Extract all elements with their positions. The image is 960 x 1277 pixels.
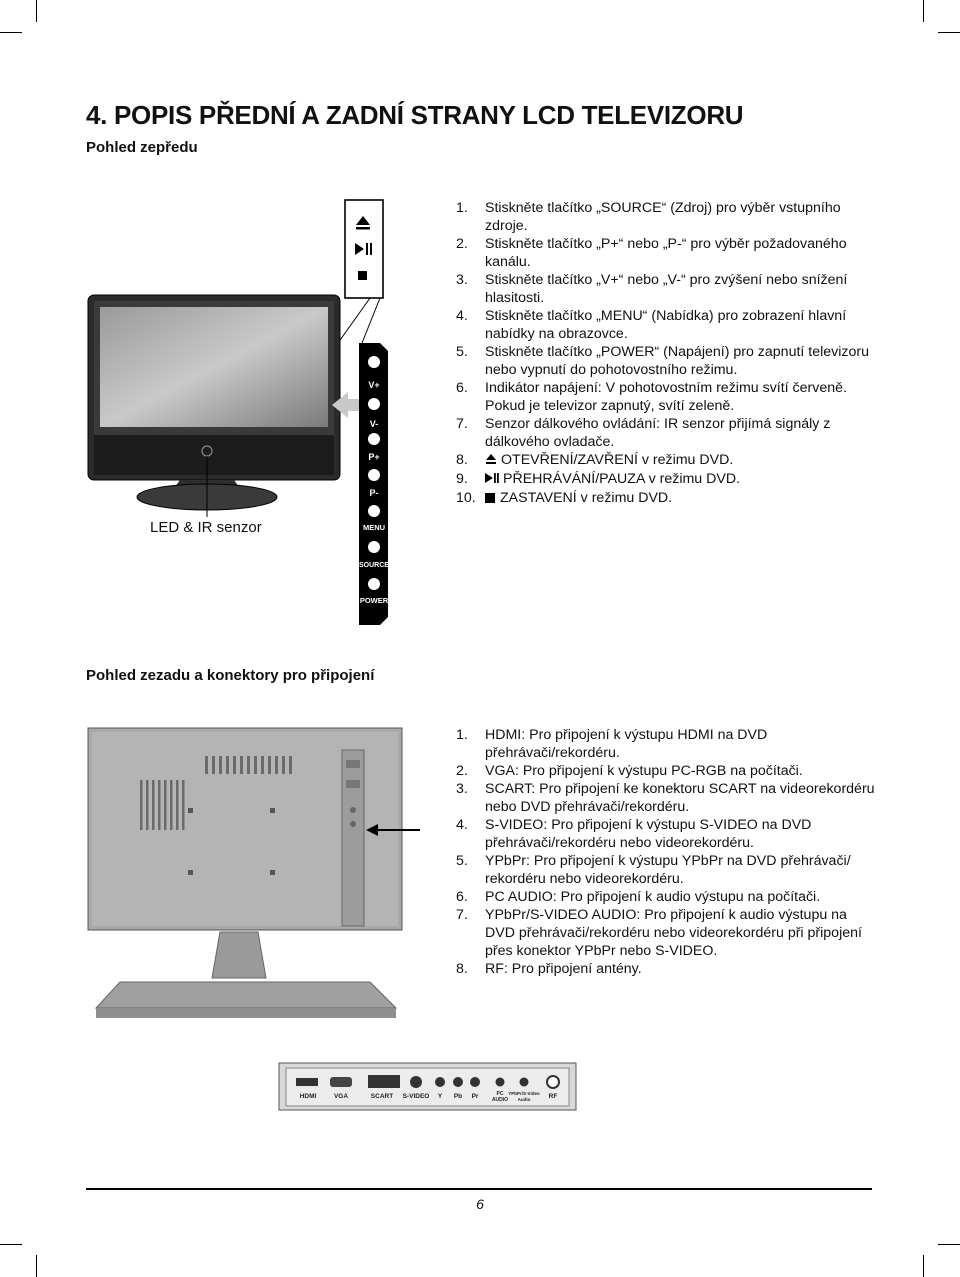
list-item-number: 2. [456,236,468,252]
connector-label: Y [437,1093,443,1100]
connector-strip [278,1062,578,1112]
list-item-text: Stiskněte tlačítko „V+“ nebo „V-“ pro zvýšení nebo snížení hlasitosti. [485,272,848,306]
front-view-heading: Pohled zepředu [86,139,198,156]
list-item [456,906,876,960]
connector-label: AUDIO [491,1097,509,1103]
list-item [456,343,876,379]
play-pause-icon [485,471,499,489]
connector-label: Audio [517,1097,531,1102]
crop-mark [0,1244,22,1245]
list-item [456,451,876,470]
stop-icon [485,490,496,508]
list-item-text: Senzor dálkového ovládání: IR senzor přijímá signály z dálkového ovladače. [485,416,831,450]
list-item-number: 3. [456,272,468,288]
connector-label: VGA [333,1093,349,1100]
list-item [456,489,876,508]
connector-label: HDMI [299,1093,317,1100]
list-item [456,780,876,816]
svg-text:V-: V- [369,419,379,429]
tv-rear-illustration [80,720,420,1040]
list-item-number: 4. [456,817,468,833]
connector-label: YPbPr/S-Video [508,1091,540,1096]
list-item-number: 1. [456,200,468,216]
connector-label: PC [496,1091,504,1097]
connector-label: SCART [370,1093,394,1100]
list-item-number: 6. [456,889,468,905]
connector-label: RF [548,1093,558,1100]
list-item-text: Stiskněte tlačítko „P+“ nebo „P-“ pro výběr požadovaného kanálu. [485,236,847,270]
list-item-text: HDMI: Pro připojení k výstupu HDMI na DVD přehrávači/rekordéru. [485,727,768,761]
front-controls-list [456,199,876,508]
list-item [456,762,876,780]
list-item-number: 1. [456,727,468,743]
footer-rule [86,1188,872,1190]
list-item [456,235,876,271]
connector-label: Pb [453,1093,463,1100]
tv-front-illustration [80,185,420,630]
list-item-number: 5. [456,853,468,869]
svg-text:P+: P+ [368,452,380,462]
list-item-number: 10. [456,490,476,506]
list-item [456,307,876,343]
svg-text:P-: P- [369,488,379,498]
list-item-text: Indikátor napájení: V pohotovostním režimu svítí červeně. Pokud je televizor zapnutý, svítí zeleně. [485,380,847,414]
list-item-number: 6. [456,380,468,396]
page-number: 6 [476,1196,484,1212]
list-item-text: Stiskněte tlačítko „POWER“ (Napájení) pro zapnutí televizoru nebo vypnutí do pohotovostního režimu. [485,344,870,378]
list-item-text: Stiskněte tlačítko „SOURCE“ (Zdroj) pro výběr vstupního zdroje. [485,200,841,234]
svg-text:POWER: POWER [359,596,389,605]
connector-label: Pr [471,1093,479,1100]
stop-icon [358,271,367,280]
svg-text:MENU: MENU [362,523,386,532]
list-item-number: 7. [456,907,468,923]
led-ir-sensor-label: LED & IR senzor [150,519,262,536]
crop-mark [938,1244,960,1245]
list-item-text: YPbPr: Pro připojení k výstupu YPbPr na DVD přehrávači/ rekordéru nebo videorekordéru. [485,853,851,887]
list-item-text: Stiskněte tlačítko „MENU“ (Nabídka) pro zobrazení hlavní nabídky na obrazovce. [485,308,847,342]
svg-text:SOURCE: SOURCE [359,562,389,569]
list-item-text: VGA: Pro připojení k výstupu PC-RGB na počítači. [485,763,803,779]
crop-mark [938,32,960,33]
list-item-text: PC AUDIO: Pro připojení k audio výstupu na počítači. [485,889,821,905]
list-item [456,852,876,888]
crop-mark [923,1255,924,1277]
list-item-text: OTEVŘENÍ/ZAVŘENÍ v režimu DVD. [501,452,734,468]
list-item-number: 8. [456,452,468,468]
list-item-number: 2. [456,763,468,779]
list-item [456,271,876,307]
crop-mark [923,0,924,22]
list-item-number: 4. [456,308,468,324]
connector-label: S-VIDEO [402,1093,430,1100]
crop-mark [36,1255,37,1277]
list-item [456,816,876,852]
list-item-text: YPbPr/S-VIDEO AUDIO: Pro připojení k audio výstupu na DVD přehrávači/rekordéru nebo videorekordéru při připojení přes konektor YPbPr nebo S-VIDEO. [485,907,862,959]
list-item [456,888,876,906]
svg-text:V+: V+ [368,380,380,390]
page-title: 4. POPIS PŘEDNÍ A ZADNÍ STRANY LCD TELEVIZORU [86,100,744,130]
crop-mark [36,0,37,22]
eject-icon [485,452,497,470]
list-item [456,199,876,235]
rear-connectors-list [456,726,876,978]
list-item-text: RF: Pro připojení antény. [485,961,642,977]
list-item-number: 5. [456,344,468,360]
list-item-number: 7. [456,416,468,432]
list-item-number: 3. [456,781,468,797]
list-item-number: 9. [456,471,468,487]
list-item-text: PŘEHRÁVÁNÍ/PAUZA v režimu DVD. [503,471,741,487]
list-item-text: ZASTAVENÍ v režimu DVD. [500,490,673,506]
list-item [456,415,876,451]
list-item-number: 8. [456,961,468,977]
list-item [456,470,876,489]
rear-view-heading: Pohled zezadu a konektory pro připojení [86,667,375,684]
list-item-text: S-VIDEO: Pro připojení k výstupu S-VIDEO na DVD přehrávači/rekordéru nebo videorekordéru. [485,817,812,851]
list-item [456,726,876,762]
list-item-text: SCART: Pro připojení ke konektoru SCART na videorekordéru nebo DVD přehrávači/rekordéru. [485,781,875,815]
crop-mark [0,32,22,33]
list-item [456,379,876,415]
list-item [456,960,876,978]
